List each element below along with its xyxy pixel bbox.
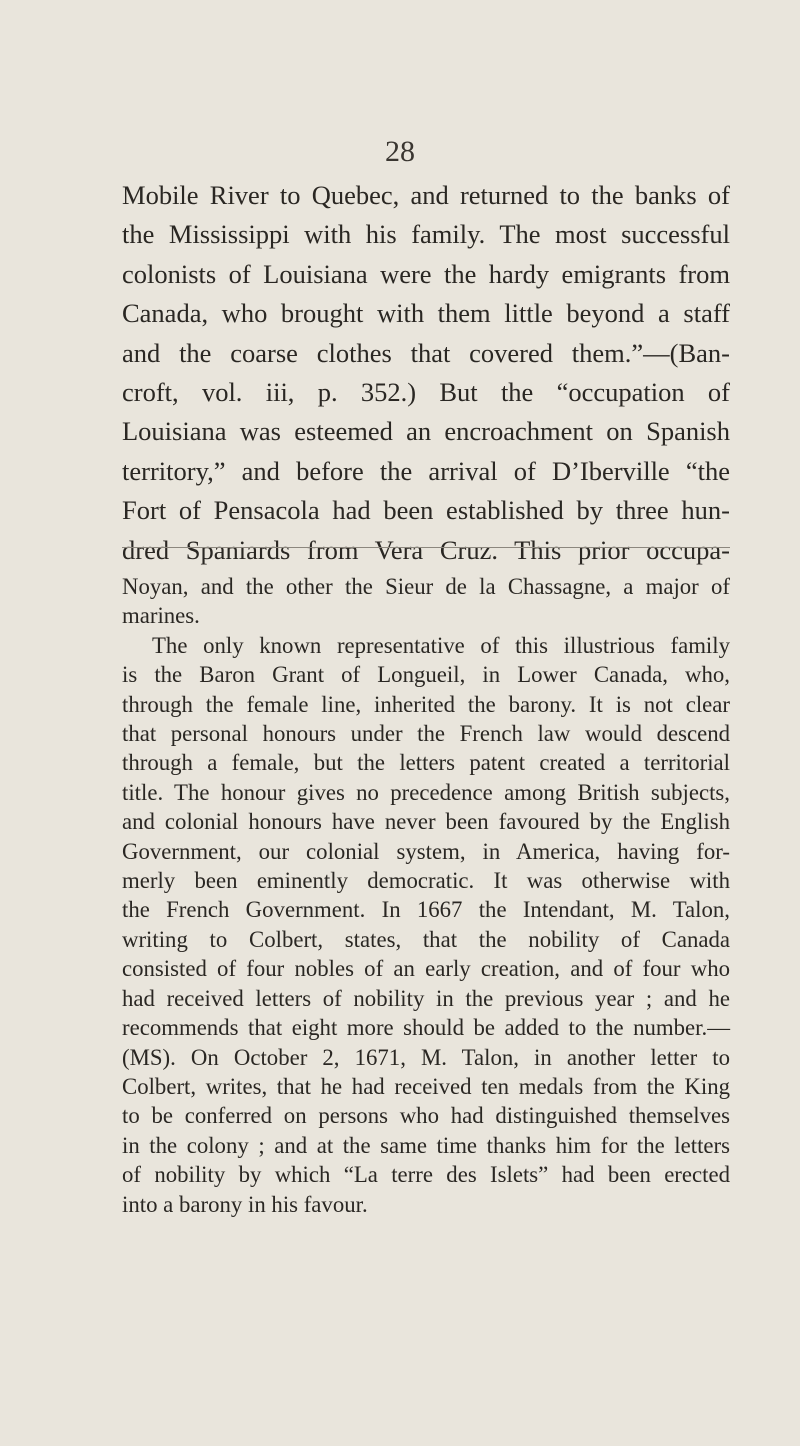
footnote-line: consisted of four nobles of an early creation, and of four who xyxy=(122,956,730,982)
footnote-line: to be conferred on persons who had distinguished themselves xyxy=(122,1103,730,1129)
footnote-line: through the female line, inherited the barony. It is not clear xyxy=(122,691,730,717)
main-text-line: croft, vol. iii, p. 352.) But the “occupation of xyxy=(122,377,730,408)
footnote-line: of nobility by which “La terre des Islets” had been erected xyxy=(122,1162,730,1188)
footnote-line: through a female, but the letters patent created a territorial xyxy=(122,750,730,776)
main-text-line: and the coarse clothes that covered them.”—(Ban- xyxy=(122,337,730,368)
footnote xyxy=(122,572,730,1219)
footnote-line: the French Government. In 1667 the Intendant, M. Talon, xyxy=(122,897,730,923)
main-text-line: Louisiana was esteemed an encroachment on Spanish xyxy=(122,416,730,447)
footnote-line: Noyan, and the other the Sieur de la Chassagne, a major of xyxy=(122,574,730,599)
main-text xyxy=(122,176,730,570)
main-text-line: territory,” and before the arrival of D’Iberville “the xyxy=(122,455,730,486)
footnote-line: Colbert, writes, that he had received ten medals from the King xyxy=(122,1073,730,1099)
footnote-line: in the colony ; and at the same time thanks him for the letters xyxy=(122,1132,730,1158)
main-text-line: the Mississippi with his family. The most successful xyxy=(122,219,730,250)
footnote-line: Government, our colonial system, in America, having for- xyxy=(122,838,730,864)
footnote-line: and colonial honours have never been favoured by the English xyxy=(122,809,730,835)
footnote-line: recommends that eight more should be added to the number.— xyxy=(122,1015,730,1041)
footnote-line: writing to Colbert, states, that the nobility of Canada xyxy=(122,926,730,952)
main-text-line: dred Spaniards from Vera Cruz. This prior occupa- xyxy=(122,534,730,565)
footnote-line: marines. xyxy=(122,603,200,629)
main-text-line: Fort of Pensacola had been established by three hun- xyxy=(122,495,730,526)
footnote-line: into a barony in his favour. xyxy=(122,1191,368,1217)
footnote-line: (MS). On October 2, 1671, M. Talon, in another letter to xyxy=(122,1044,730,1070)
footnote-line: merly been eminently democratic. It was otherwise with xyxy=(122,868,730,894)
footnote-line: had received letters of nobility in the previous year ; and he xyxy=(122,985,730,1011)
footnote-line: title. The honour gives no precedence among British subjects, xyxy=(122,779,730,805)
footnote-line: is the Baron Grant of Longueil, in Lower Canada, who, xyxy=(122,662,730,688)
footnote-line: that personal honours under the French law would descend xyxy=(122,721,730,747)
footnote-divider xyxy=(122,547,730,548)
page-number: 28 xyxy=(385,135,415,168)
main-text-line: Mobile River to Quebec, and returned to the banks of xyxy=(122,180,730,210)
main-text-line: colonists of Louisiana were the hardy emigrants from xyxy=(122,258,730,289)
main-text-line: Canada, who brought with them little beyond a staff xyxy=(122,298,730,329)
footnote-line: The only known representative of this illustrious family xyxy=(152,632,730,658)
